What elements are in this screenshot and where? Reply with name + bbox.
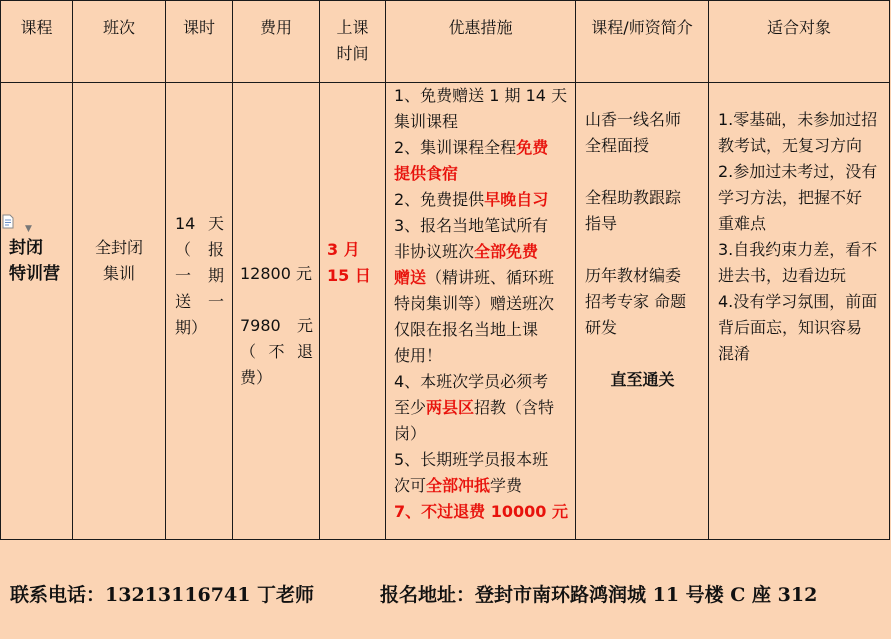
header-course[interactable]: 课程	[1, 1, 73, 83]
cell-hours[interactable]: 14 天 （ 报 一 期 送 一 期）	[166, 83, 233, 540]
cell-fee[interactable]: 12800 元 7980 元 （ 不 退 费）	[233, 83, 320, 540]
header-class[interactable]: 班次	[73, 1, 166, 83]
dropdown-arrow-icon[interactable]: ▼	[25, 224, 32, 234]
document-icon[interactable]	[2, 214, 14, 229]
contact-footer	[10, 580, 818, 607]
contact-phone[interactable]: 联系电话：13213116741 丁老师	[10, 584, 315, 606]
cell-target[interactable]: 1.零基础，未参加过招 教考试，无复习方向 2.参加过未考过，没有 学习方法，把握不好 重难点 3.自我约束力差，看不 进去书，边看边玩 4.没有学习氛围，前面 背后面忘，知识容易 混淆	[709, 83, 890, 540]
course-name: 封闭 特训营	[9, 238, 60, 284]
header-intro[interactable]: 课程/师资简介	[576, 1, 709, 83]
cell-time[interactable]: 3 月 15 日	[320, 83, 386, 540]
cell-offers[interactable]: 1、免费赠送 1 期 14 天 集训课程 2、集训课程全程免费 提供食宿 2、免费提供早晚自习 3、报名当地笔试所有 非协议班次全部免费 赠送（精讲班、循环班 特岗集训等）赠送班次 仅限在报名当地上课 使用！ 4、本班次学员必须考 至少两县区招教（含特 岗） 5、长期班学员报本班 次可全部冲抵学费 7、不过退费 10000 元	[386, 83, 576, 540]
signup-address[interactable]: 报名地址：登封市南环路鸿润城 11 号楼 C 座 312	[380, 584, 818, 606]
cell-class[interactable]: 全封闭 集训	[73, 83, 166, 540]
cell-intro[interactable]: 山香一线名师 全程面授 全程助教跟踪 指导 历年教材编委 招考专家 命题 研发 直至通关	[576, 83, 709, 540]
header-time[interactable]: 上课时间	[320, 1, 386, 83]
header-target[interactable]: 适合对象	[709, 1, 890, 83]
course-row	[1, 83, 890, 540]
header-offers[interactable]: 优惠措施	[386, 1, 576, 83]
cell-course[interactable]	[1, 83, 73, 540]
header-hours[interactable]: 课时	[166, 1, 233, 83]
header-row	[1, 1, 890, 83]
header-fee[interactable]: 费用	[233, 1, 320, 83]
